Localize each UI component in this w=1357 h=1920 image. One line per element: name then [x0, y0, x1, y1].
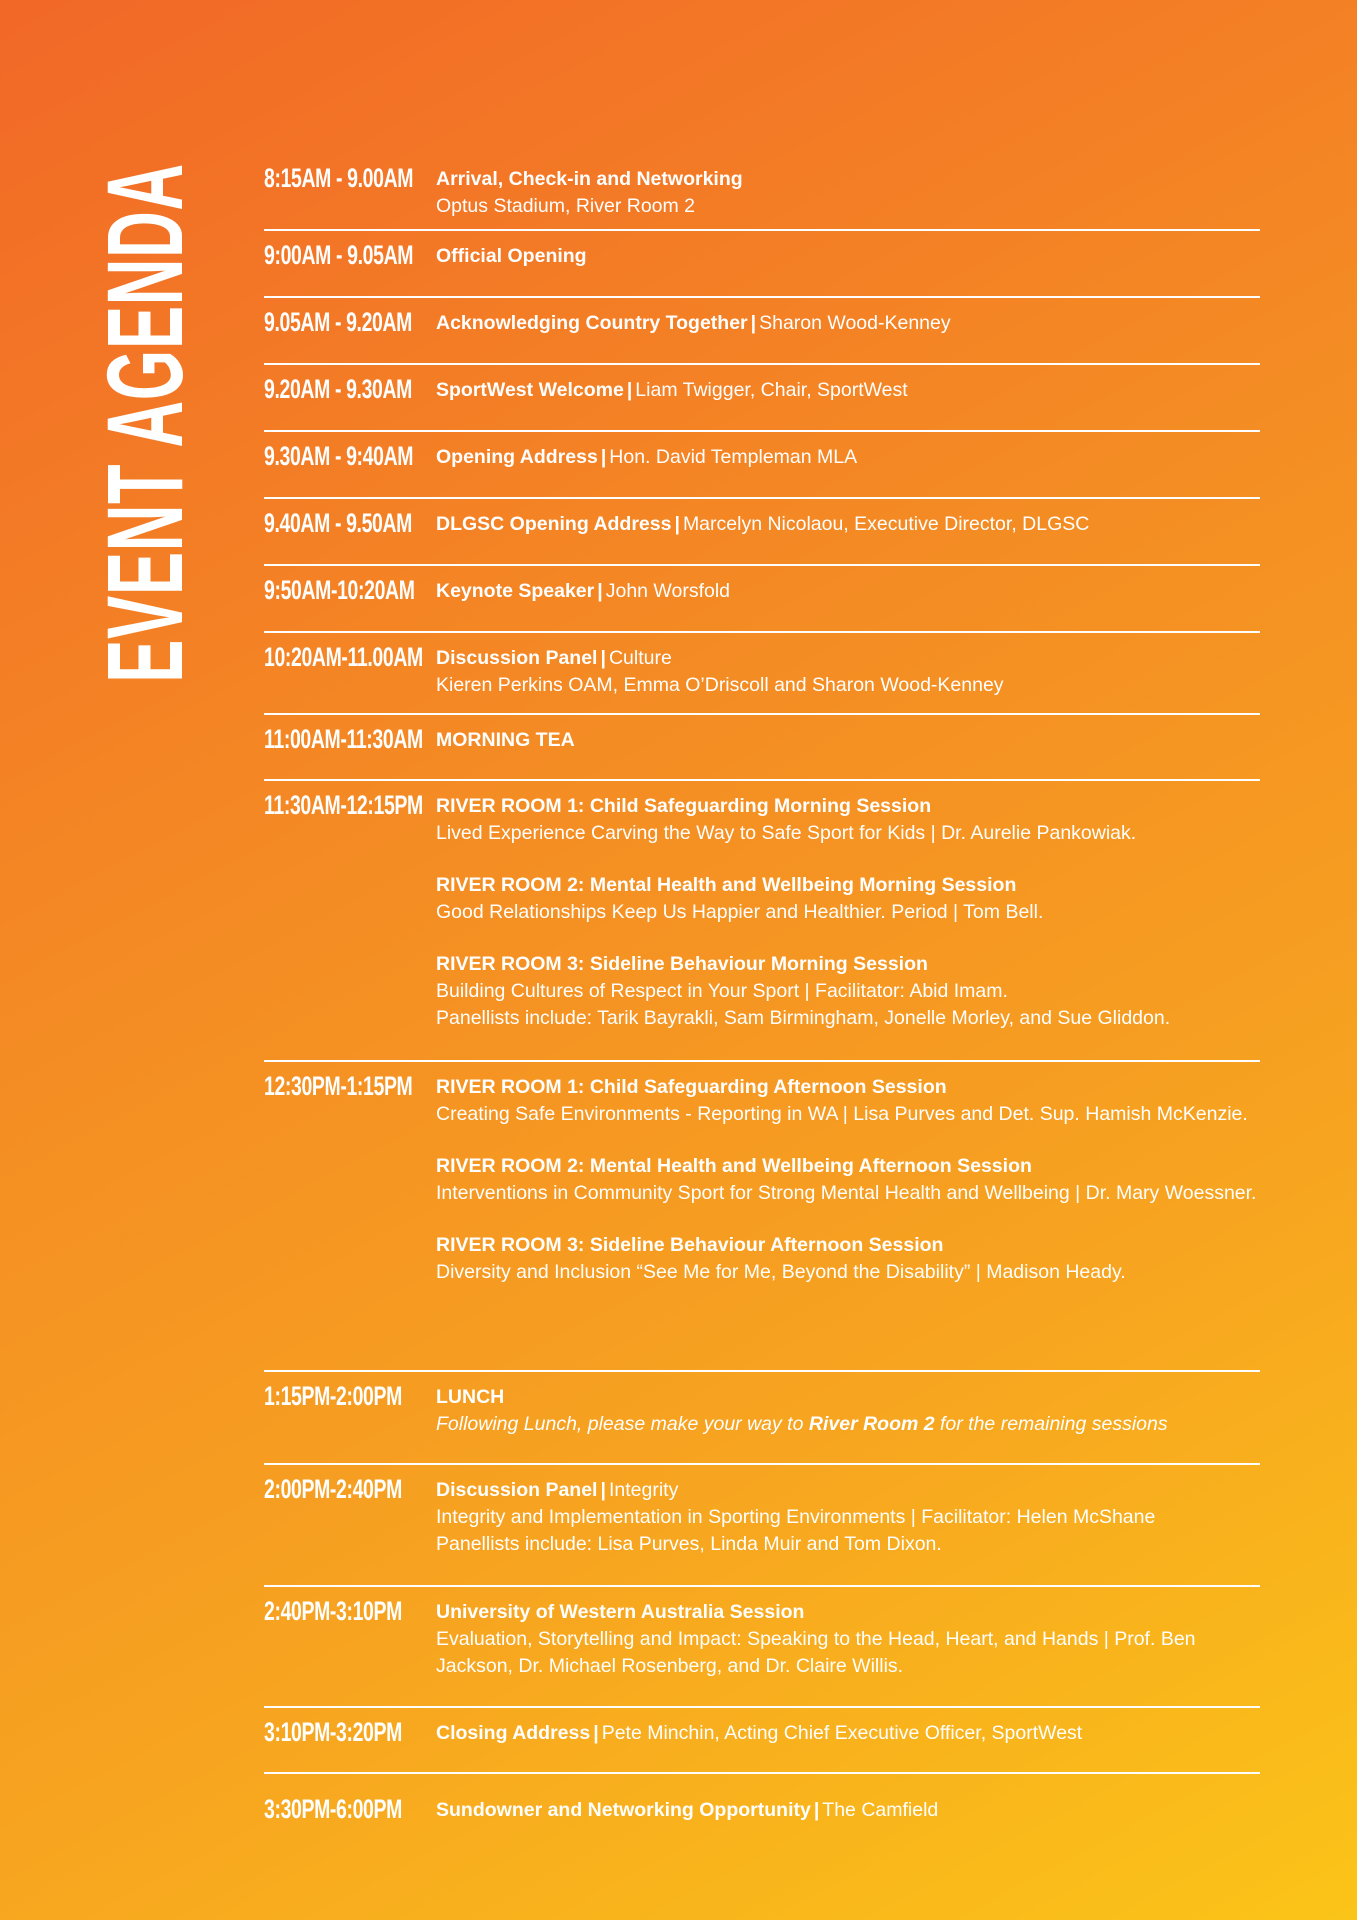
agenda-time: 8:15AM - 9.00AM — [264, 163, 414, 193]
agenda-content — [436, 642, 1260, 713]
agenda-content — [436, 307, 1260, 363]
session-title: RIVER ROOM 1: Child Safeguarding Afternoon Session — [436, 1076, 947, 1098]
agenda-title: Acknowledging Country Together — [436, 312, 748, 334]
agenda-content — [436, 240, 1260, 296]
lunch-note — [436, 1411, 1260, 1438]
lunch-note-text: Following Lunch, please make your way to — [436, 1413, 809, 1435]
agenda-content — [436, 374, 1260, 430]
session-line: Good Relationships Keep Us Happier and Healthier. Period | Tom Bell. — [436, 901, 1044, 923]
agenda-speaker: Sharon Wood-Kenney — [759, 312, 951, 334]
agenda-time: 3:30PM-6:00PM — [264, 1794, 402, 1824]
session-line: Building Cultures of Respect in Your Sport | Facilitator: Abid Imam. — [436, 980, 1008, 1002]
agenda-time: 3:10PM-3:20PM — [264, 1717, 402, 1747]
agenda-time: 11:00AM-11:30AM — [264, 724, 423, 754]
page-title — [84, 160, 205, 687]
session-river-room-1 — [436, 1074, 1260, 1128]
agenda-content — [436, 1381, 1260, 1463]
session-line: Panellists include: Tarik Bayrakli, Sam Birmingham, Jonelle Morley, and Sue Gliddon. — [436, 1007, 1171, 1029]
agenda-speaker: Liam Twigger, Chair, SportWest — [635, 379, 908, 401]
session-title: RIVER ROOM 2: Mental Health and Wellbeing Afternoon Session — [436, 1155, 1032, 1177]
agenda-title: MORNING TEA — [436, 729, 575, 751]
agenda-content — [436, 1717, 1260, 1772]
agenda-title: Arrival, Check-in and Networking — [436, 168, 743, 190]
agenda-time: 9.20AM - 9.30AM — [264, 374, 413, 404]
session-title: RIVER ROOM 3: Sideline Behaviour Afternoon Session — [436, 1234, 944, 1256]
agenda-content — [436, 508, 1260, 564]
session-line: Diversity and Inclusion “See Me for Me, Beyond the Disability” | Madison Heady. — [436, 1261, 1126, 1283]
agenda-row-keynote — [264, 566, 1260, 633]
agenda-content — [436, 790, 1260, 1060]
agenda-content — [436, 575, 1260, 631]
agenda-content — [436, 163, 1260, 229]
agenda-row-arrival — [264, 154, 1260, 231]
agenda-row-discussion-culture — [264, 633, 1260, 715]
agenda-title: Closing Address — [436, 1722, 591, 1744]
agenda-row-morning-sessions — [264, 781, 1260, 1062]
agenda-title: Opening Address — [436, 446, 598, 468]
separator: | — [600, 647, 606, 669]
separator: | — [600, 446, 607, 468]
agenda-speaker: John Worsfold — [605, 580, 731, 602]
agenda-time: 9.05AM - 9.20AM — [264, 307, 413, 337]
agenda-speaker: Pete Minchin, Acting Chief Executive Officer, SportWest — [601, 1722, 1083, 1744]
agenda-row-lunch — [264, 1372, 1260, 1465]
agenda-speaker: Hon. David Templeman MLA — [609, 446, 858, 468]
separator: | — [600, 1479, 606, 1501]
agenda-content — [436, 1794, 1260, 1844]
agenda-row-discussion-integrity — [264, 1465, 1260, 1587]
agenda-row-uwa-session — [264, 1587, 1260, 1708]
agenda-time: 9.30AM - 9:40AM — [264, 441, 414, 471]
session-river-room-3 — [436, 951, 1260, 1032]
agenda-title: LUNCH — [436, 1386, 505, 1408]
session-river-room-2 — [436, 1153, 1260, 1207]
agenda-detail: Optus Stadium, River Room 2 — [436, 195, 696, 217]
agenda-title: SportWest Welcome — [436, 379, 624, 401]
agenda-title: DLGSC Opening Address — [436, 513, 672, 535]
agenda-row-sundowner — [264, 1774, 1260, 1844]
agenda-content — [436, 1071, 1260, 1370]
agenda-speaker: Culture — [608, 647, 672, 669]
agenda-time: 9:00AM - 9.05AM — [264, 240, 414, 270]
session-title: RIVER ROOM 3: Sideline Behaviour Morning Session — [436, 953, 928, 975]
agenda-speaker: Marcelyn Nicolaou, Executive Director, DLGSC — [682, 513, 1090, 535]
session-river-room-2 — [436, 872, 1260, 926]
agenda-time: 9.40AM - 9.50AM — [264, 508, 413, 538]
agenda-content — [436, 1596, 1260, 1706]
lunch-note-text: for the remaining sessions — [934, 1413, 1168, 1435]
agenda-title: Keynote Speaker — [436, 580, 595, 602]
separator: | — [750, 312, 757, 334]
agenda-row-closing-address — [264, 1708, 1260, 1774]
agenda-content — [436, 1474, 1260, 1585]
separator: | — [593, 1722, 599, 1744]
agenda-row-sportwest-welcome — [264, 365, 1260, 432]
agenda-row-morning-tea — [264, 715, 1260, 781]
session-title: RIVER ROOM 2: Mental Health and Wellbeing Morning Session — [436, 874, 1017, 896]
agenda-time: 2:00PM-2:40PM — [264, 1474, 402, 1504]
agenda-detail: Evaluation, Storytelling and Impact: Speaking to the Head, Heart, and Hands | Prof. Ben Jackson, Dr. Michael Rosenberg, and Dr. Claire Willis. — [436, 1628, 1196, 1677]
agenda-title: Sundowner and Networking Opportunity — [436, 1799, 811, 1821]
agenda-detail: Integrity and Implementation in Sporting Environments | Facilitator: Helen McShane — [436, 1506, 1156, 1528]
agenda-time: 2:40PM-3:10PM — [264, 1596, 402, 1626]
session-title: RIVER ROOM 1: Child Safeguarding Morning Session — [436, 795, 932, 817]
agenda-detail: Kieren Perkins OAM, Emma O’Driscoll and Sharon Wood-Kenney — [436, 674, 1004, 696]
session-line: Lived Experience Carving the Way to Safe Sport for Kids | Dr. Aurelie Pankowiak. — [436, 822, 1137, 844]
separator: | — [626, 379, 633, 401]
agenda-title: Discussion Panel — [436, 1479, 598, 1501]
session-river-room-1 — [436, 793, 1260, 847]
agenda-row-afternoon-sessions — [264, 1062, 1260, 1372]
page-title-text: EVENT AGENDA — [84, 163, 205, 683]
agenda-time: 11:30AM-12:15PM — [264, 790, 423, 820]
agenda-row-opening-address — [264, 432, 1260, 499]
agenda-speaker: Integrity — [608, 1479, 679, 1501]
session-line: Interventions in Community Sport for Strong Mental Health and Wellbeing | Dr. Mary Woessner. — [436, 1182, 1257, 1204]
agenda-content — [436, 724, 1260, 779]
agenda-row-dlgsc-address — [264, 499, 1260, 566]
agenda-time: 1:15PM-2:00PM — [264, 1381, 402, 1411]
agenda-content — [436, 441, 1260, 497]
separator: | — [674, 513, 680, 535]
agenda-row-acknowledging-country — [264, 298, 1260, 365]
agenda-time: 9:50AM-10:20AM — [264, 575, 415, 605]
session-river-room-3 — [436, 1232, 1260, 1286]
agenda-time: 10:20AM-11.00AM — [264, 642, 423, 672]
agenda-detail: Panellists include: Lisa Purves, Linda Muir and Tom Dixon. — [436, 1533, 942, 1555]
agenda-list — [264, 154, 1260, 1844]
separator: | — [597, 580, 603, 602]
agenda-title: Official Opening — [436, 245, 587, 267]
agenda-row-official-opening — [264, 231, 1260, 298]
agenda-speaker: The Camfield — [822, 1799, 939, 1821]
agenda-title: Discussion Panel — [436, 647, 598, 669]
session-line: Creating Safe Environments - Reporting in WA | Lisa Purves and Det. Sup. Hamish McKenzie. — [436, 1103, 1248, 1125]
agenda-title: University of Western Australia Session — [436, 1601, 805, 1623]
agenda-time: 12:30PM-1:15PM — [264, 1071, 413, 1101]
lunch-note-room: River Room 2 — [808, 1413, 935, 1435]
separator: | — [813, 1799, 820, 1821]
